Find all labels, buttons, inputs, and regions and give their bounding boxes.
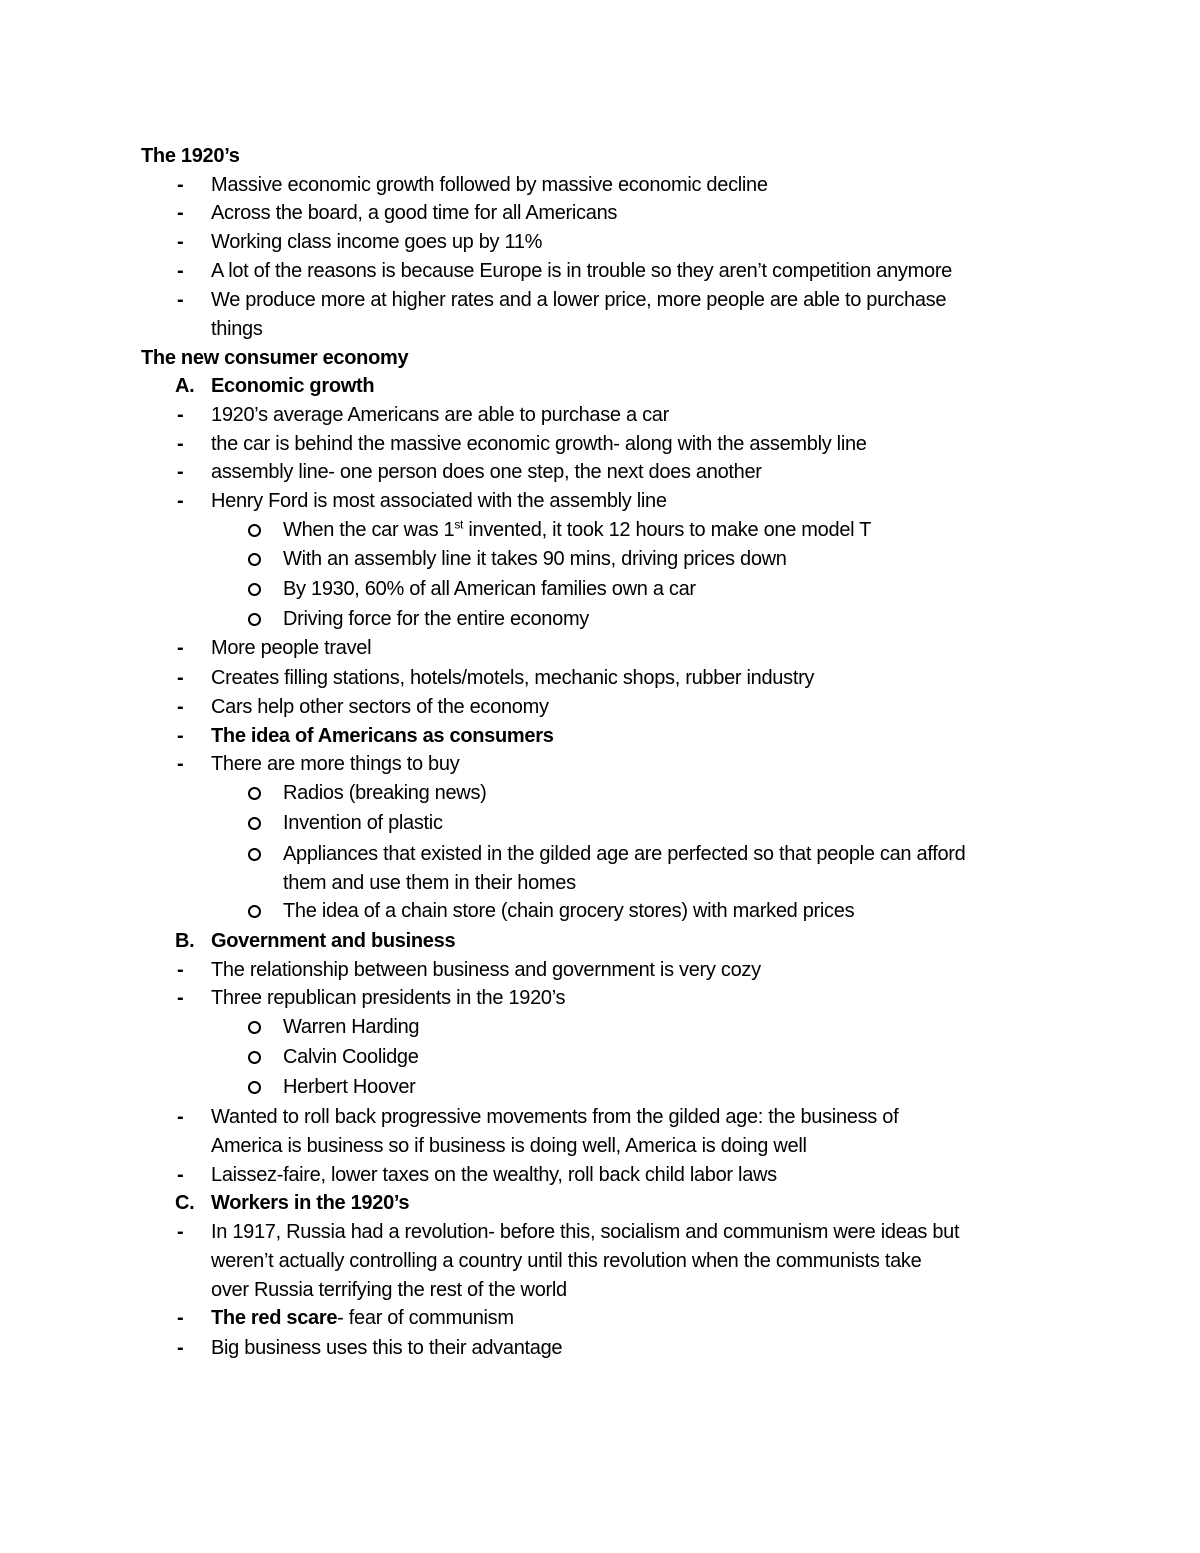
list-item-continuation: America is business so if business is doing well, America is doing well: [211, 1135, 807, 1157]
section-title: Workers in the 1920’s: [211, 1192, 410, 1214]
list-item: Three republican presidents in the 1920’s: [211, 987, 566, 1009]
list-item: Working class income goes up by 11%: [211, 231, 543, 253]
list-item: Big business uses this to their advantage: [211, 1337, 563, 1359]
circle-bullet-icon: [248, 1051, 261, 1064]
circle-bullet-icon: [248, 905, 261, 918]
sub-list-item: Calvin Coolidge: [283, 1046, 419, 1068]
list-item: In 1917, Russia had a revolution- before this, socialism and communism were ideas but: [211, 1221, 960, 1243]
list-item: The relationship between business and government is very cozy: [211, 959, 761, 981]
bullet-dash: -: [177, 753, 184, 775]
bullet-dash: -: [177, 1106, 184, 1128]
sub-list-item: Appliances that existed in the gilded age are perfected so that people can afford: [283, 843, 966, 865]
list-item: A lot of the reasons is because Europe is in trouble so they aren’t competition anymore: [211, 260, 953, 282]
bullet-dash: -: [177, 725, 184, 747]
bullet-dash: -: [177, 202, 184, 224]
sub-list-item: Herbert Hoover: [283, 1076, 416, 1098]
bullet-dash: -: [177, 637, 184, 659]
sub-list-item-continuation: them and use them in their homes: [283, 872, 576, 894]
list-item: There are more things to buy: [211, 753, 460, 775]
sub-list-item: Invention of plastic: [283, 812, 443, 834]
bullet-dash: -: [177, 461, 184, 483]
circle-bullet-icon: [248, 553, 261, 566]
bullet-dash: -: [177, 289, 184, 311]
list-item: Massive economic growth followed by massive economic decline: [211, 174, 768, 196]
list-item: Henry Ford is most associated with the assembly line: [211, 490, 667, 512]
bullet-dash: -: [177, 696, 184, 718]
bullet-dash: -: [177, 433, 184, 455]
section-title: Economic growth: [211, 375, 375, 397]
circle-bullet-icon: [248, 613, 261, 626]
bullet-dash: -: [177, 404, 184, 426]
circle-bullet-icon: [248, 1081, 261, 1094]
list-item: 1920’s average Americans are able to purchase a car: [211, 404, 669, 426]
section-title: Government and business: [211, 930, 456, 952]
section-letter: A.: [175, 375, 195, 397]
section-letter: B.: [175, 930, 195, 952]
bullet-dash: -: [177, 987, 184, 1009]
heading-consumer-economy: The new consumer economy: [141, 347, 409, 369]
list-item-continuation: over Russia terrifying the rest of the world: [211, 1279, 567, 1301]
list-item-continuation: weren’t actually controlling a country until this revolution when the communists take: [211, 1250, 922, 1272]
bullet-dash: -: [177, 959, 184, 981]
circle-bullet-icon: [248, 1021, 261, 1034]
heading-1920s: The 1920’s: [141, 145, 240, 167]
bullet-dash: -: [177, 1221, 184, 1243]
bullet-dash: -: [177, 1307, 184, 1329]
list-item: More people travel: [211, 637, 372, 659]
list-item: We produce more at higher rates and a lower price, more people are able to purchase: [211, 289, 947, 311]
list-item: The red scare- fear of communism: [211, 1307, 514, 1329]
bullet-dash: -: [177, 231, 184, 253]
list-item-bold: The idea of Americans as consumers: [211, 725, 554, 747]
sub-list-item: Warren Harding: [283, 1016, 420, 1038]
list-item: Cars help other sectors of the economy: [211, 696, 549, 718]
sub-list-item: By 1930, 60% of all American families own a car: [283, 578, 696, 600]
sub-list-item: When the car was 1st invented, it took 12 hours to make one model T: [283, 517, 872, 541]
circle-bullet-icon: [248, 524, 261, 537]
bullet-dash: -: [177, 174, 184, 196]
bullet-dash: -: [177, 490, 184, 512]
bullet-dash: -: [177, 667, 184, 689]
bullet-dash: -: [177, 1164, 184, 1186]
sub-list-item: Radios (breaking news): [283, 782, 487, 804]
bullet-dash: -: [177, 1337, 184, 1359]
circle-bullet-icon: [248, 787, 261, 800]
sub-list-item: Driving force for the entire economy: [283, 608, 590, 630]
bullet-dash: -: [177, 260, 184, 282]
circle-bullet-icon: [248, 817, 261, 830]
list-item: the car is behind the massive economic growth- along with the assembly line: [211, 433, 867, 455]
sub-list-item: The idea of a chain store (chain grocery stores) with marked prices: [283, 900, 855, 922]
list-item: assembly line- one person does one step, the next does another: [211, 461, 762, 483]
list-item: Wanted to roll back progressive movements from the gilded age: the business of: [211, 1106, 899, 1128]
list-item: Across the board, a good time for all Americans: [211, 202, 618, 224]
list-item-continuation: things: [211, 318, 263, 340]
list-item: Creates filling stations, hotels/motels, mechanic shops, rubber industry: [211, 667, 815, 689]
circle-bullet-icon: [248, 583, 261, 596]
section-letter: C.: [175, 1192, 195, 1214]
circle-bullet-icon: [248, 848, 261, 861]
sub-list-item: With an assembly line it takes 90 mins, driving prices down: [283, 548, 787, 570]
list-item: Laissez-faire, lower taxes on the wealthy, roll back child labor laws: [211, 1164, 777, 1186]
